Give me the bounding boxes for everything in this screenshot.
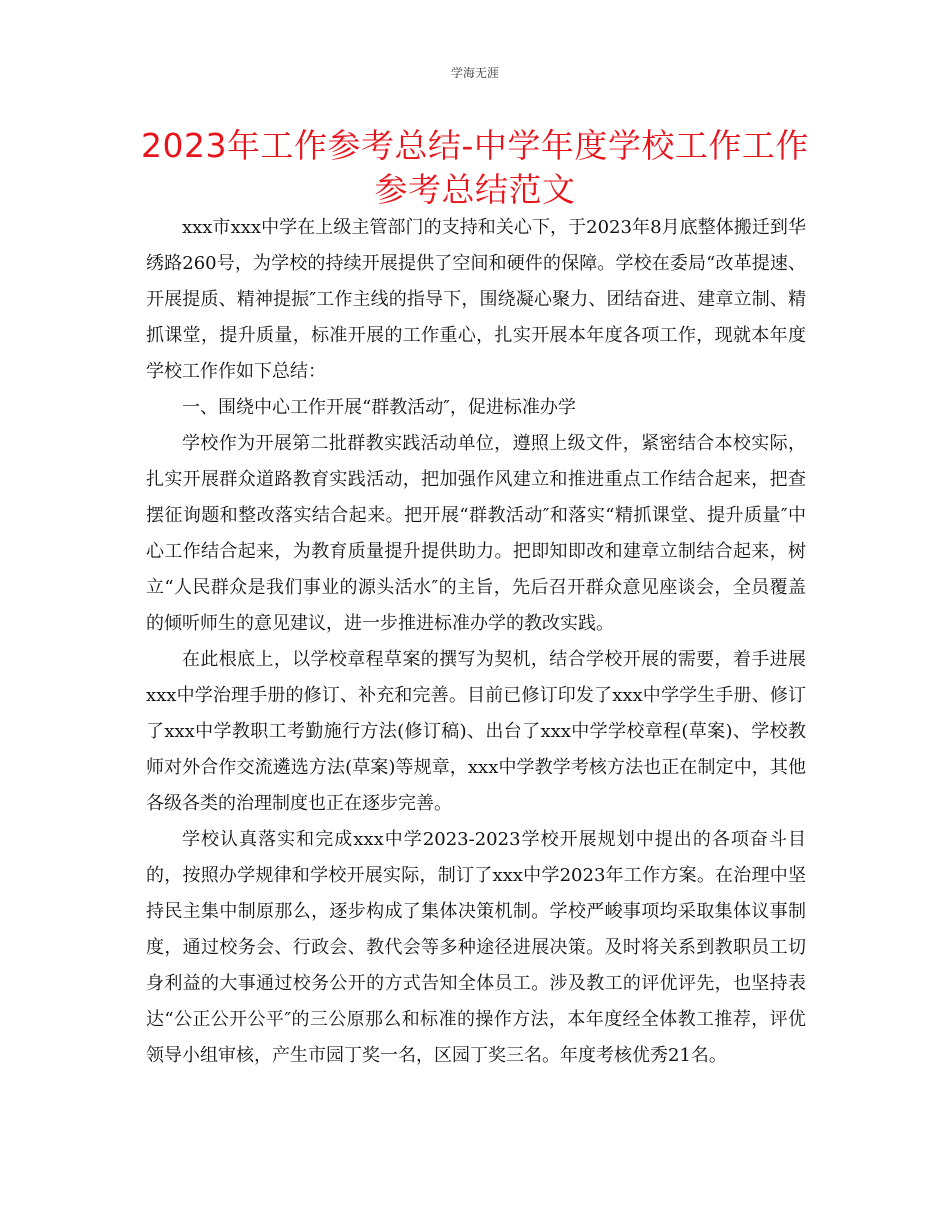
paragraph-development-plan: 学校认真落实和完成xxx中学2023-2023学校开展规划中提出的各项奋斗目的，按照办学规律和学校开展实际，制订了xxx中学2023年工作方案。在治理中坚持民主集中制原那么，逐步构成了集体决策机制。学校严峻事项均采取集体议事制度，通过校务会、行政会、教代会等多种途径进展决策。及时将关系到教职员工切身利益的大事通过校务公开的方式告知全体员工。涉及教工的评优评先，也坚持表达“公正公开公平″的三公原那么和标准的操作方法，本年度经全体教工推荐，评优领导小组审核，产生市园丁奖一名，区园丁奖三名。年度考核优秀21名。 (146, 829, 806, 1066)
page-header: 学海无涯 (450, 66, 499, 80)
paragraph-management-manual: 在此根底上，以学校章程草案的撰写为契机，结合学校开展的需要，着手进展xxx中学治理手册的修订、补充和完善。目前已修订印发了xxx中学学生手册、修订了xxx中学教职工考勤施行方法(修订稿)、出台了xxx中学学校章程(草案)、学校教师对外合作交流遴选方法(草案)等规章，xxx中学教学考核方法也正在制定中，其他各级各类的治理制度也正在逐步完善。 (146, 649, 806, 814)
section-heading: 一、围绕中心工作开展“群教活动″，促进标准办学 (182, 397, 576, 418)
paragraph-group-activity: 学校作为开展第二批群教实践活动单位，遵照上级文件，紧密结合本校实际，扎实开展群众道路教育实践活动，把加强作风建立和推进重点工作结合起来，把查摆征询题和整改落实结合起来。把开展“群教活动″和落实“精抓课堂、提升质量″中心工作结合起来，为教育质量提升提供助力。把即知即改和建章立制结合起来，树立“人民群众是我们事业的源头活水″的主旨，先后召开群众意见座谈会，全员覆盖的倾听师生的意见建议，进一步推进标准办学的教改实践。 (146, 433, 806, 634)
paragraph-intro: xxx市xxx中学在上级主管部门的支持和关心下，于2023年8月底整体搬迁到华绣路260号，为学校的持续开展提供了空间和硬件的保障。学校在委局“改革提速、开展提质、精神提振″工作主线的指导下，围绕凝心聚力、团结奋进、建章立制、精抓课堂，提升质量，标准开展的工作重心，扎实开展本年度各项工作，现就本年度学校工作作如下总结： (146, 217, 806, 382)
document-body (146, 210, 806, 1074)
document-title: 2023年工作参考总结-中学年度学校工作工作参考总结范文 (141, 126, 809, 209)
